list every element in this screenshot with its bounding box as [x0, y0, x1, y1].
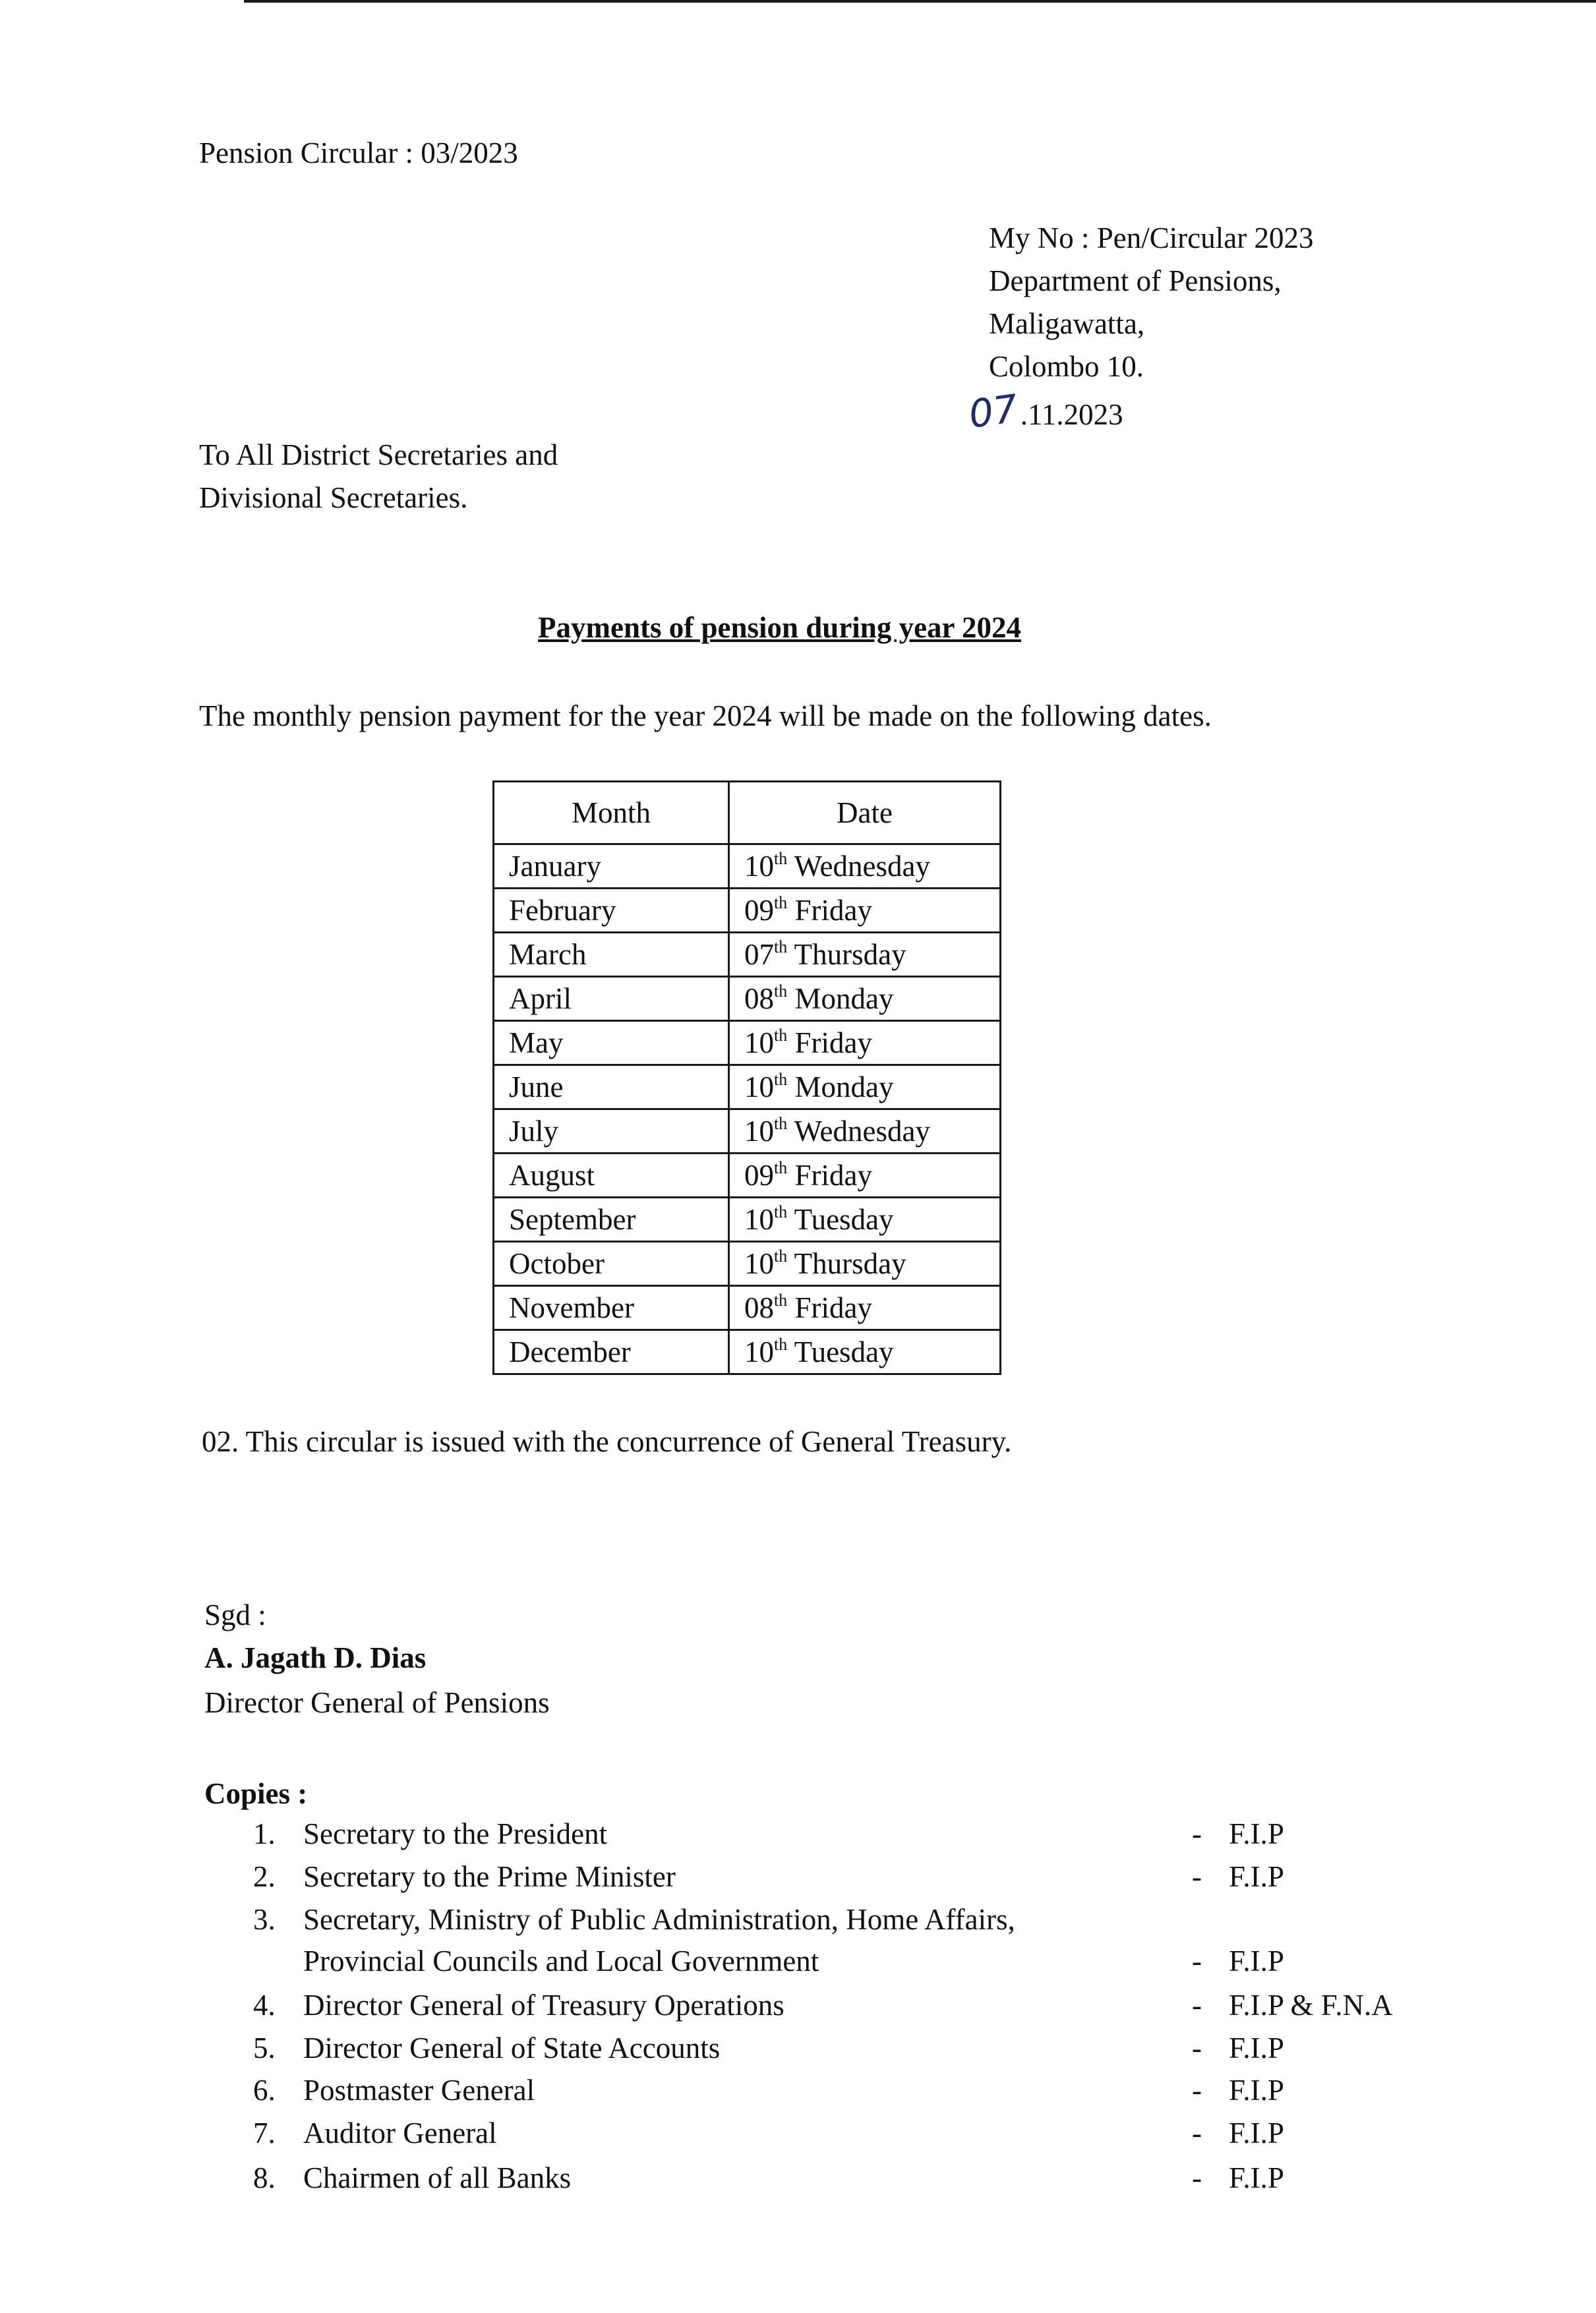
copy-item-recipient-cont: Provincial Councils and Local Government [303, 1945, 819, 1977]
top-border-line [244, 0, 1596, 3]
table-row [494, 1021, 1001, 1065]
day-number: 09 [744, 894, 774, 927]
month-cell: September [494, 1198, 729, 1242]
copy-item-number: 8. [253, 2161, 276, 2194]
month-cell: November [494, 1286, 729, 1330]
date-cell [729, 844, 1001, 889]
copy-item-recipient: Chairmen of all Banks [303, 2161, 572, 2194]
table-row [494, 1065, 1001, 1109]
weekday: Tuesday [794, 1203, 894, 1236]
ordinal-suffix: th [774, 1291, 788, 1310]
date-cell [729, 933, 1001, 977]
weekday: Friday [794, 1026, 872, 1059]
table-row [494, 1242, 1001, 1286]
copy-item-dash: - [1192, 1817, 1202, 1850]
table-header-row [494, 782, 1001, 844]
day-number: 07 [744, 938, 774, 971]
copy-item-dash: - [1192, 2161, 1202, 2194]
copy-item-code: F.I.P [1229, 1817, 1284, 1850]
copy-item-code: F.I.P [1229, 2032, 1284, 2064]
month-cell: March [494, 933, 729, 977]
day-number: 10 [744, 1070, 774, 1103]
header-date: Date [729, 782, 1001, 844]
day-number: 08 [744, 982, 774, 1015]
address-city: Colombo 10. [989, 350, 1144, 383]
date-cell [729, 1286, 1001, 1330]
date-cell [729, 977, 1001, 1021]
intro-paragraph: The monthly pension payment for the year 2024 will be made on the following dates. [199, 699, 1212, 732]
day-number: 10 [744, 1335, 774, 1368]
recipient-line-1: To All District Secretaries and [199, 438, 558, 471]
copy-item-number: 1. [253, 1817, 276, 1850]
ordinal-suffix: th [774, 1335, 788, 1354]
copy-item-code: F.I.P [1229, 2117, 1284, 2150]
copy-item-recipient: Postmaster General [303, 2074, 535, 2107]
ordinal-suffix: th [774, 1026, 788, 1045]
issue-date [966, 386, 1123, 437]
date-cell [729, 1021, 1001, 1065]
copy-item-recipient: Auditor General [303, 2117, 497, 2150]
weekday: Thursday [794, 938, 906, 971]
table-body [494, 844, 1001, 1374]
day-number: 10 [744, 850, 774, 883]
concurrence-paragraph: 02. This circular is issued with the concurrence of General Treasury. [202, 1425, 1012, 1458]
month-cell: May [494, 1021, 729, 1065]
month-cell: December [494, 1330, 729, 1374]
ordinal-suffix: th [774, 981, 788, 1001]
copy-item-number: 2. [253, 1860, 276, 1893]
signatory-name: A. Jagath D. Dias [204, 1641, 427, 1674]
day-number: 09 [744, 1159, 774, 1192]
signatory-title: Director General of Pensions [204, 1686, 550, 1719]
payment-schedule-table [492, 780, 1001, 1375]
document-title: Payments of pension during year 2024 [538, 611, 1021, 644]
ordinal-suffix: th [774, 937, 788, 956]
copy-item-code: F.I.P [1229, 2074, 1284, 2107]
printed-month-year: .11.2023 [1020, 398, 1123, 431]
handwritten-day: 07 [966, 386, 1021, 437]
day-number: 10 [744, 1203, 774, 1236]
copy-item-code: F.I.P [1229, 1860, 1284, 1893]
copy-item-recipient: Secretary to the Prime Minister [303, 1860, 676, 1893]
signed-label: Sgd : [204, 1598, 266, 1631]
date-cell [729, 1109, 1001, 1154]
copy-item-dash: - [1192, 2074, 1202, 2107]
date-cell [729, 1242, 1001, 1286]
weekday: Wednesday [794, 1115, 930, 1148]
day-number: 08 [744, 1291, 774, 1324]
address-street: Maligawatta, [989, 307, 1145, 340]
month-cell: February [494, 889, 729, 933]
weekday: Tuesday [794, 1335, 894, 1368]
table-row [494, 1330, 1001, 1374]
weekday: Monday [794, 982, 894, 1015]
date-cell [729, 1154, 1001, 1198]
copy-item-number: 5. [253, 2032, 276, 2064]
reference-number: My No : Pen/Circular 2023 [989, 221, 1314, 254]
table-row [494, 1286, 1001, 1330]
recipient-line-2: Divisional Secretaries. [199, 481, 468, 514]
copy-item-recipient: Director General of State Accounts [303, 2032, 721, 2064]
ordinal-suffix: th [774, 1246, 788, 1266]
month-cell: June [494, 1065, 729, 1109]
date-cell [729, 1198, 1001, 1242]
copy-item-code: F.I.P [1229, 2161, 1284, 2194]
month-cell: April [494, 977, 729, 1021]
day-number: 10 [744, 1115, 774, 1148]
copy-item-number: 7. [253, 2117, 276, 2150]
copy-item-recipient: Secretary to the President [303, 1817, 608, 1850]
copy-item-number: 3. [253, 1903, 276, 1936]
ordinal-suffix: th [774, 893, 788, 912]
copy-item-number: 6. [253, 2074, 276, 2107]
copy-item-dash: - [1192, 1989, 1202, 2022]
table-row [494, 1198, 1001, 1242]
table-row [494, 977, 1001, 1021]
copy-item-dash: - [1192, 2117, 1202, 2150]
weekday: Monday [794, 1070, 894, 1103]
ordinal-suffix: th [774, 849, 788, 868]
copy-item-dash: - [1192, 1945, 1202, 1977]
department-name: Department of Pensions, [989, 264, 1282, 297]
month-cell: August [494, 1154, 729, 1198]
table-row [494, 1154, 1001, 1198]
ordinal-suffix: th [774, 1070, 788, 1089]
month-cell: January [494, 844, 729, 889]
copy-item-dash: - [1192, 1860, 1202, 1893]
day-number: 10 [744, 1247, 774, 1280]
copy-item-number: 4. [253, 1989, 276, 2022]
circular-number: Pension Circular : 03/2023 [199, 136, 518, 169]
weekday: Friday [794, 1291, 872, 1324]
copy-item-code: F.I.P & F.N.A [1229, 1989, 1393, 2022]
weekday: Friday [794, 1159, 872, 1192]
copy-item-recipient: Secretary, Ministry of Public Administration, Home Affairs, [303, 1903, 1015, 1936]
day-number: 10 [744, 1026, 774, 1059]
copies-heading: Copies : [204, 1777, 308, 1810]
table-row [494, 933, 1001, 977]
ordinal-suffix: th [774, 1158, 788, 1177]
month-cell: October [494, 1242, 729, 1286]
table-row [494, 844, 1001, 889]
date-cell [729, 1330, 1001, 1374]
weekday: Wednesday [794, 850, 930, 883]
copy-item-code: F.I.P [1229, 1945, 1284, 1977]
weekday: Thursday [794, 1247, 906, 1280]
date-cell [729, 1065, 1001, 1109]
table-row [494, 889, 1001, 933]
ordinal-suffix: th [774, 1202, 788, 1221]
ordinal-suffix: th [774, 1114, 788, 1133]
header-month: Month [494, 782, 729, 844]
month-cell: July [494, 1109, 729, 1154]
copy-item-recipient: Director General of Treasury Operations [303, 1989, 784, 2022]
date-cell [729, 889, 1001, 933]
weekday: Friday [794, 894, 872, 927]
copy-item-dash: - [1192, 2032, 1202, 2064]
table-row [494, 1109, 1001, 1154]
